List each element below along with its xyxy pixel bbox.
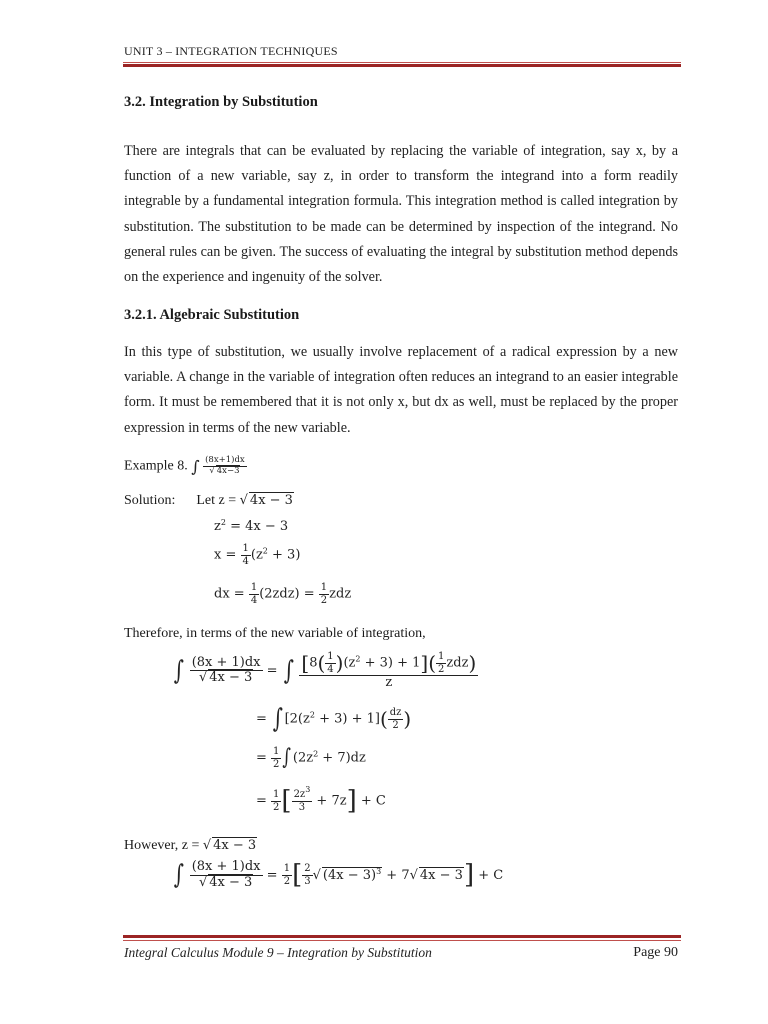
example-label: Example 8.	[124, 458, 188, 474]
let-text: Let z =	[196, 493, 237, 508]
final-result: ∫ $\frac{(8x + 1)dx}{√ 4x - 3}$ = $\frac{1}{2}$ [ $\frac{2}{3}$ √ $(4x - 3)^3 + 7√$ 4x − 3] + C	[173, 859, 504, 891]
footer-rule-thick	[123, 935, 681, 938]
footer-rule-thin	[123, 940, 681, 941]
running-header: UNIT 3 – INTEGRATION TECHNIQUES	[124, 44, 338, 58]
solution-line	[124, 493, 294, 509]
subsection-paragraph: In this type of substitution, we usually involve replacement of a radical expression by a new variable. A change in the variable of integration often reduces an integrand to an easier integrable form. It must be remembered that it is not only x, but dx as well, must be replaced by the proper expression in terms of the new variable.	[124, 344, 678, 436]
footer-module-title: Integral Calculus Module 9 – Integration by Substitution	[124, 945, 432, 960]
transform-line-1: ∫ $\frac{(8x + 1)dx}{√ 4x - 3}$ = ∫ [8( $\frac{1}{4}$ )$(z^2 + 3) + 1$]( $\frac{1}{2}$ zdz) z	[173, 651, 477, 690]
transform-line-2: = ∫ $[2(z^2 + 3) + 1]$( $\frac{dz}{2}$ )	[256, 704, 412, 734]
solution-label: Solution:	[124, 493, 176, 508]
page-number: Page 90	[633, 945, 678, 960]
therefore-text: Therefore, in terms of the new variable of integration,	[124, 626, 426, 641]
header-rule-thin	[123, 62, 681, 63]
subsection-title: 3.2.1. Algebraic Substitution	[124, 307, 300, 323]
however-line	[124, 838, 257, 854]
substitution-radical: √ 4x − 3	[239, 493, 293, 508]
step-dx-expression: dx = $\frac{1}{4}$ (2zdz) = $\frac{1}{2}$ zdz	[214, 582, 352, 606]
however-text: However, z =	[124, 838, 200, 853]
example-statement	[124, 456, 247, 477]
step-z-squared: $z^2 = 4x - 3$	[214, 518, 289, 534]
transform-line-4: = $\frac{1}{2}$ [ $\frac{2z^3}{3}$ + 7z] + C	[256, 785, 386, 816]
header-rule-thick	[123, 64, 681, 67]
transform-line-3: = $\frac{1}{2}$ $\int(2z^2 + 7)dz$	[256, 745, 366, 770]
intro-paragraph: There are integrals that can be evaluated by replacing the variable of integration, say x, by a function of a new variable, say z, in order to transform the integrand into a form readily integrable by a fundamental integration formula. This integration method is called integration by substitution. The substitution to be made can be determined by inspection of the integrand. No general rules can be given. The success of evaluating the integral by substitution method depends on the experience and ingenuity of the solver.	[124, 143, 678, 286]
step-x-expression: x = $\frac{1}{4}$ $(z^2 + 3)$	[214, 543, 301, 567]
integral-sign: ∫	[191, 456, 200, 476]
section-title: 3.2. Integration by Substitution	[124, 94, 318, 110]
example-integrand: $\frac{(8x+1)dx}{√ 4x-3}$	[205, 455, 245, 476]
however-radical: √ 4x − 3	[202, 838, 257, 853]
